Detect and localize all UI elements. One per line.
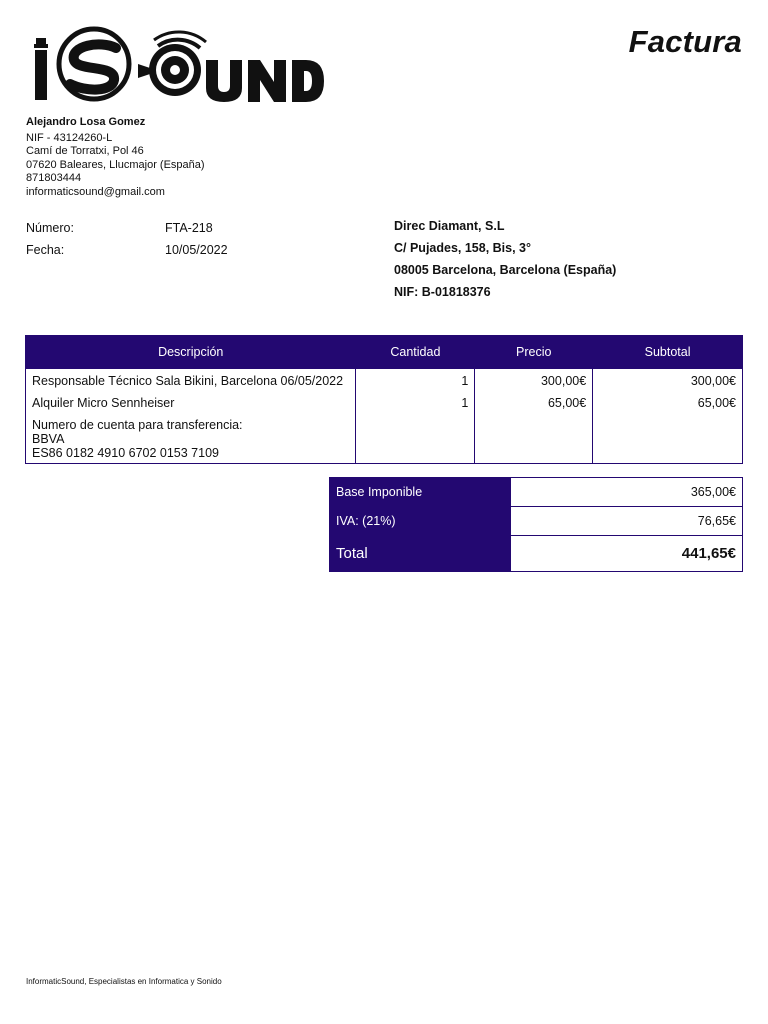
total-value: 441,65€ xyxy=(511,536,743,572)
client-address: C/ Pujades, 158, Bis, 3° xyxy=(394,241,532,255)
iva-value: 76,65€ xyxy=(511,507,743,536)
total-label: Total xyxy=(330,536,511,572)
header-price: Precio xyxy=(475,336,593,369)
invoice-date: 10/05/2022 xyxy=(165,243,228,257)
base-label: Base Imponible xyxy=(330,478,511,507)
base-value: 365,00€ xyxy=(511,478,743,507)
table-row xyxy=(26,414,743,464)
sender-name: Alejandro Losa Gomez xyxy=(26,116,146,128)
isound-logo xyxy=(30,24,326,108)
item-subtotal: 65,00€ xyxy=(593,392,743,414)
client-name: Direc Diamant, S.L xyxy=(394,219,505,233)
client-nif: NIF: B-01818376 xyxy=(394,285,491,299)
item-description: Responsable Técnico Sala Bikini, Barcelona 06/05/2022 xyxy=(26,369,356,393)
items-header-row xyxy=(26,336,743,369)
header-description: Descripción xyxy=(26,336,356,369)
totals-row-base xyxy=(330,478,743,507)
footer-text: InformaticSound, Especialistas en Informatica y Sonido xyxy=(26,977,222,986)
invoice-meta xyxy=(26,221,228,265)
item-quantity: 1 xyxy=(356,369,475,393)
document-title: Factura xyxy=(628,24,742,59)
client-city: 08005 Barcelona, Barcelona (España) xyxy=(394,263,617,277)
items-table xyxy=(25,335,743,464)
sender-address: Camí de Torratxi, Pol 46 xyxy=(26,145,144,158)
empty-cell xyxy=(356,414,475,464)
payment-note-iban: ES86 0182 4910 6702 0153 7109 xyxy=(32,446,219,460)
header-subtotal: Subtotal xyxy=(593,336,743,369)
item-price: 65,00€ xyxy=(475,392,593,414)
sender-phone: 871803444 xyxy=(26,172,82,185)
totals-row-iva xyxy=(330,507,743,536)
empty-cell xyxy=(475,414,593,464)
invoice-number-label: Número: xyxy=(26,221,74,235)
iva-label: IVA: (21%) xyxy=(330,507,511,536)
item-subtotal: 300,00€ xyxy=(593,369,743,393)
payment-note-bank: BBVA xyxy=(32,432,65,446)
item-price: 300,00€ xyxy=(475,369,593,393)
client-block xyxy=(394,219,616,307)
payment-note-line: Numero de cuenta para transferencia: xyxy=(32,418,243,432)
sender-block xyxy=(26,116,205,200)
payment-note xyxy=(26,414,356,464)
table-row xyxy=(26,392,743,414)
empty-cell xyxy=(593,414,743,464)
table-row xyxy=(26,369,743,393)
sender-nif: NIF - 43124260-L xyxy=(26,131,113,144)
header-quantity: Cantidad xyxy=(356,336,475,369)
invoice-date-label: Fecha: xyxy=(26,243,65,257)
invoice-number: FTA-218 xyxy=(165,221,213,235)
totals-row-total xyxy=(330,536,743,572)
sender-city: 07620 Baleares, Llucmajor (España) xyxy=(26,158,205,171)
totals-table xyxy=(329,477,743,572)
item-quantity: 1 xyxy=(356,392,475,414)
item-description: Alquiler Micro Sennheiser xyxy=(26,392,356,414)
sender-email: informaticsound@gmail.com xyxy=(26,185,165,198)
